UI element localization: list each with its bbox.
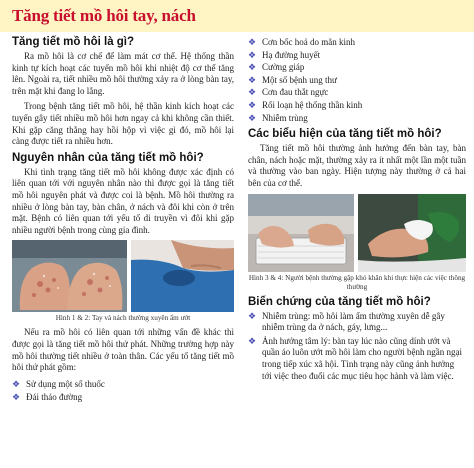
photo-row-3-4 [248, 194, 466, 272]
diamond-bullet-icon: ❖ [248, 49, 257, 60]
complications-list [248, 311, 466, 383]
secondary-causes-list-cont [248, 36, 466, 124]
list-item: ❖ Rối loạn hệ thống thần kinh [248, 99, 363, 110]
diamond-bullet-icon: ❖ [248, 87, 257, 98]
list-item: ❖ Nhiễm trùng [248, 112, 308, 123]
list-item: ❖ Sử dụng một số thuốc [12, 378, 234, 391]
list-item: ❖ Cơn đau thắt ngực [248, 87, 329, 98]
paragraph: Khi tình trạng tăng tiết mồ hôi không được xác định có liên quan tới với nguyên nhân nào thì được gọi là tăng tiết mồ hôi nguyên phát và được coi là bệnh. Mồ hôi thường ra nhiều ở lòng bàn tay, bàn chân, ở nách và đôi khi còn ở trên mặt. Bệnh có liên quan tới yếu tố di truyền vì đôi khi gặp nhiều người bệnh trong cùng gia đình. [12, 166, 234, 235]
photo-row-1-2 [12, 240, 234, 312]
right-column [248, 36, 466, 386]
photo-typing-keyboard [248, 194, 354, 272]
list-item: ❖ Cơn bốc hoả do mãn kinh [248, 37, 355, 47]
diamond-bullet-icon: ❖ [248, 112, 257, 123]
diamond-bullet-icon: ❖ [248, 74, 257, 85]
page-title: Tăng tiết mồ hôi tay, nách [12, 6, 196, 25]
photo-sweaty-hands [12, 240, 127, 312]
secondary-causes-list [12, 378, 234, 405]
paragraph: Nếu ra mồ hôi có liên quan tới những vấn đề khác thì được gọi là tăng tiết mồ hôi thứ phát. Những trường hợp này mồ hôi thường tiết nhiều ở toàn thân. Các yếu tố tăng tiết mồ hôi thứ phát gồm: [12, 327, 234, 373]
diamond-bullet-icon: ❖ [248, 310, 257, 321]
left-column [12, 36, 234, 408]
list-item: ❖ Cường giáp [248, 62, 305, 73]
heading-what-is: Tăng tiết mồ hôi là gì? [12, 36, 135, 48]
diamond-bullet-icon: ❖ [248, 335, 257, 346]
paragraph: Ra mồ hôi là cơ chế để làm mát cơ thể. Hệ thống thần kinh tự kích hoạt các tuyến mồ hôi khi nhiệt độ cơ thể tăng lên. Ngoài ra, tiết nhiều mồ hôi thường xảy ra ở lòng bàn tay, trên mặt khi đang lo lắng. [12, 51, 234, 96]
diamond-bullet-icon: ❖ [248, 37, 257, 47]
photo-wet-armpit [131, 240, 234, 312]
paragraph: Tăng tiết mồ hôi thường ảnh hưởng đến bàn tay, bàn chân, nách hoặc mặt, thường xảy ra ít nhất một lần một tuần và thường vào ban ngày. Hiện tượng này thường ở cả hai bên của cơ thể. [248, 143, 466, 188]
heading-symptoms: Các biểu hiện của tăng tiết mồ hôi? [248, 128, 442, 141]
diamond-bullet-icon: ❖ [12, 391, 21, 402]
figure-caption-3-4: Hình 3 & 4: Người bệnh thường gặp khó khăn khi thực hiện các việc thông thường [248, 273, 466, 291]
figure-caption-1-2: Hình 1 & 2: Tay và nách thường xuyên ẩm ướt [55, 314, 191, 323]
list-item: ❖ Đái tháo đường [12, 391, 234, 404]
diamond-bullet-icon: ❖ [248, 62, 257, 73]
list-item: ❖ Một số bệnh ung thư [248, 74, 337, 85]
list-item: ❖ Nhiễm trùng: mồ hôi làm ẩm thường xuyên dễ gây nhiễm trùng da ở nách, gáy, lưng... [248, 310, 445, 333]
heading-causes: Nguyên nhân của tăng tiết mồ hôi? [12, 151, 204, 164]
photo-wiping-hands [358, 194, 466, 272]
list-item: ❖ Ảnh hưởng tâm lý: bàn tay lúc nào cũng dính ướt và quần áo luôn ướt mồ hôi làm cho người bệnh ngần ngại trong tiếp xúc xã hội. Tình trạng này cũng ảnh hưởng tới việc theo đuổi các mục tiêu học hành và làm việc. [248, 335, 462, 381]
list-item: ❖ Hạ đường huyết [248, 49, 321, 60]
paragraph: Trong bệnh tăng tiết mồ hôi, hệ thần kinh kích hoạt các tuyến gây tiết nhiều mồ hôi hơn ngay cả khi không cần thiết. Khi gặp căng thẳng hay hồi hộp vì việc gì đó, mồ hôi lại càng được tiết ra nhiều hơn. [12, 101, 234, 147]
diamond-bullet-icon: ❖ [248, 99, 257, 110]
diamond-bullet-icon: ❖ [12, 378, 21, 389]
heading-complications: Biến chứng của tăng tiết mồ hôi? [248, 295, 431, 308]
